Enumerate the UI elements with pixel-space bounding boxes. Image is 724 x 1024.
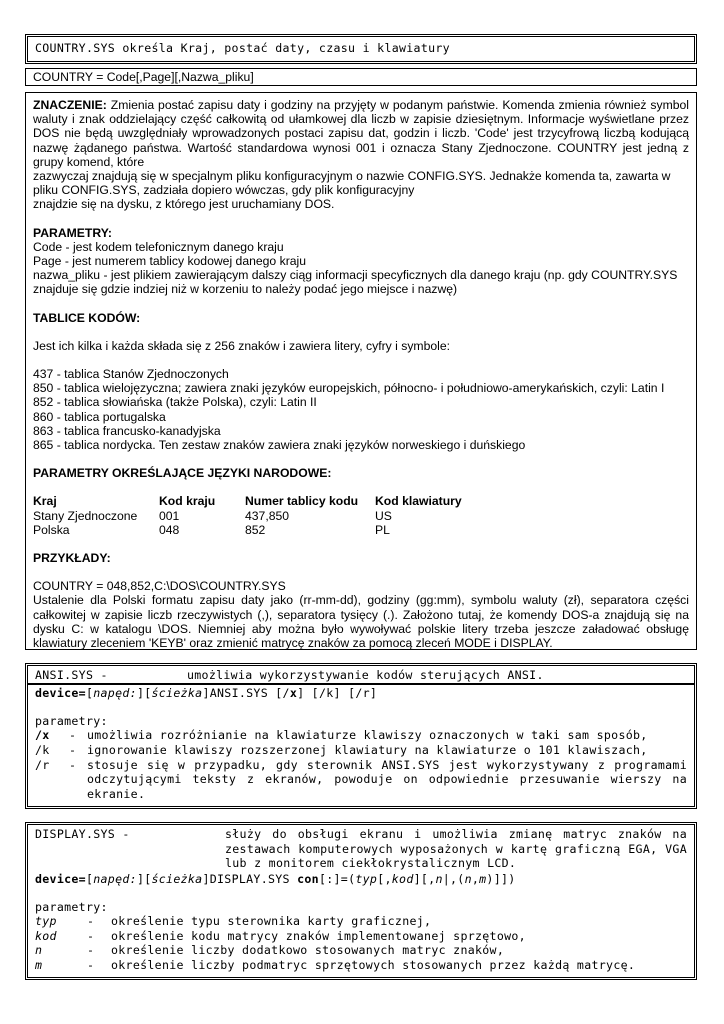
- list-item: [35, 943, 687, 958]
- header-numer-tablicy: Numer tablicy kodu: [245, 494, 359, 509]
- ansi-param-dash: -: [69, 728, 77, 743]
- ansi-param-text: umożliwia rozróżnianie na klawiaturze klawiszy oznaczonych w taki sam sposób,: [87, 728, 648, 743]
- ansi-syntax-naped: napęd:: [93, 686, 137, 700]
- ansi-syntax-x: x: [289, 686, 298, 700]
- param-page: Page - jest numerem tablicy kodowej danego kraju: [33, 254, 307, 269]
- display-syntax-sciezka: ścieżka: [151, 871, 203, 886]
- param-nazwa: nazwa_pliku - jest plikiem zawierającym dalszy ciąg informacji specyficznych dla danego kraju (np. gdy COUNTRY.SYS znajduje się gdzie indziej niż w korzeniu to należy podać jego miejsce i nazwę): [33, 268, 678, 297]
- cell-numer-tablicy: 437,850: [245, 508, 290, 523]
- display-syntax-part: )]]): [486, 871, 516, 886]
- display-param-key: n: [35, 943, 43, 958]
- display-syntax: device=[napęd:][ścieżka]DISPLAY.SYS con[:]=(typ[,kod][,n|,(n,m)]]): [35, 871, 516, 886]
- display-parametry-label: parametry:: [35, 899, 108, 914]
- cell-numer-tablicy: 852: [245, 522, 266, 537]
- list-item: [35, 958, 687, 973]
- display-syntax-naped: napęd:: [93, 871, 137, 886]
- list-item: [35, 728, 687, 743]
- country-body: [25, 92, 697, 650]
- ansi-section: [25, 663, 697, 809]
- display-param-key: typ: [35, 914, 57, 929]
- ansi-param-key: /x: [35, 728, 50, 743]
- country-title: COUNTRY.SYS określa Kraj, postać daty, czasu i klawiatury: [35, 41, 450, 55]
- ansi-param-key: /k: [35, 743, 50, 757]
- country-syntax-box: [25, 68, 697, 86]
- display-syntax-part: [:]=(: [318, 871, 356, 886]
- display-param-key: kod: [35, 928, 57, 943]
- jezyki-heading: PARAMETRY OKREŚLAJĄCE JĘZYKI NARODOWE:: [33, 466, 332, 481]
- country-title-box: [25, 34, 697, 64]
- display-syntax-part: ][,: [413, 871, 436, 886]
- display-param-dash: -: [87, 914, 95, 929]
- display-param-text: określenie typu sterownika karty graficznej,: [111, 914, 432, 929]
- tablica-863: 863 - tablica francusko-kanadyjska: [33, 423, 221, 438]
- header-kraj: Kraj: [33, 494, 57, 509]
- ansi-param-text: stosuje się w przypadku, gdy sterownik ANSI.SYS jest wykorzystywany z programami odczytującymi teksty z ekranów, powoduje on odpowiednie przesuwanie wierszy na ekranie.: [87, 757, 687, 801]
- display-name: DISPLAY.SYS -: [35, 827, 130, 841]
- ansi-name: ANSI.SYS -: [35, 668, 108, 682]
- znaczenie-paragraph: [33, 98, 689, 169]
- display-header: [35, 827, 687, 871]
- cell-kod-kraju: 001: [159, 508, 180, 523]
- table-row: [33, 523, 689, 537]
- display-syntax-part: ,: [471, 871, 480, 886]
- tablica-865: 865 - tablica nordycka. Ten zestaw znaków zawiera znaki języków norweskiego i duńskiego: [33, 438, 526, 453]
- ansi-syntax-mid: ]ANSI.SYS [/: [202, 686, 290, 700]
- display-syntax-kod: kod: [391, 871, 414, 886]
- ansi-param-dash: -: [69, 757, 77, 772]
- tablica-860: 860 - tablica portugalska: [33, 409, 166, 424]
- country-syntax: COUNTRY = Code[,Page][,Nazwa_pliku]: [33, 70, 254, 84]
- przyklad-description: Ustalenie dla Polski formatu zapisu daty jako (rr-mm-dd), godziny (gg:mm), symbolu waluty (zł), separatora części całkowitej w zapisie liczb rzeczywistych (,), separatora tysięcy (.). Założono tutaj, że komendy DOS-a znajdują się na dysku C: w katalogu \DOS. Niemniej aby można było wywoływać polskie litery trzeba jeszcze załadować obsługę klawiatury zleceniem 'KEYB' oraz zmienić matrycę znaków za pomocą zleceń MODE i DISPLAY.: [33, 593, 689, 651]
- tablice-heading: TABLICE KODÓW:: [33, 310, 141, 325]
- display-syntax-part: [,: [377, 871, 392, 886]
- ansi-syntax-device: device=: [35, 686, 86, 700]
- list-item: [35, 929, 687, 944]
- display-syntax-con: con: [297, 871, 319, 886]
- param-code: Code - jest kodem telefonicznym danego kraju: [33, 239, 284, 254]
- cell-kod-klawiatury: PL: [375, 522, 390, 537]
- cell-kod-kraju: 048: [159, 522, 180, 537]
- display-syntax-n2: n: [464, 871, 472, 886]
- languages-table-header: [33, 494, 689, 508]
- ansi-description: umożliwia wykorzystywanie kodów sterujących ANSI.: [187, 668, 544, 682]
- display-description: służy do obsługi ekranu i umożliwia zmianę matryc znaków na zestawach komputerowych wyposażonych w kartę graficzną EGA, VGA lub z monitorem ciekłokrystalicznym LCD.: [225, 827, 687, 871]
- przyklad-command: COUNTRY = 048,852,C:\DOS\COUNTRY.SYS: [33, 579, 286, 594]
- display-param-text: określenie kodu matrycy znaków implementowanej sprzętowo,: [111, 928, 526, 943]
- display-syntax-mid: ]DISPLAY.SYS: [202, 871, 298, 886]
- przyklady-heading: PRZYKŁADY:: [33, 551, 111, 566]
- tablica-850: 850 - tablica wielojęzyczna; zawiera znaki języków europejskich, północno- i południowo-amerykańskich, czyli: Latin I: [33, 381, 665, 396]
- tablica-852: 852 - tablica słowiańska (także Polska), czyli: Latin II: [33, 395, 317, 410]
- cell-kraj: Stany Zjednoczone: [33, 508, 138, 523]
- cell-kod-klawiatury: US: [375, 508, 392, 523]
- ansi-syntax-sciezka: ścieżka: [151, 686, 203, 700]
- tablica-437: 437 - tablica Stanów Zjednoczonych: [33, 367, 229, 382]
- display-syntax-device: device=: [35, 871, 86, 886]
- table-row: [33, 509, 689, 523]
- ansi-param-dash: -: [69, 743, 77, 757]
- parametry-heading: PARAMETRY:: [33, 225, 112, 240]
- display-syntax-m: m: [479, 871, 487, 886]
- display-syntax-n: n: [435, 871, 443, 886]
- znaczenie-label: ZNACZENIE:: [33, 98, 107, 112]
- tablice-intro: Jest ich kilka i każda składa się z 256 znaków i zawiera litery, cyfry i symbole:: [33, 338, 451, 353]
- ansi-syntax: device=[napęd:][ścieżka]ANSI.SYS [/x] [/k] [/r]: [35, 686, 378, 700]
- list-item: [35, 758, 687, 802]
- display-syntax-part: |,(: [442, 871, 465, 886]
- znaczenie-line-3: znajdzie się na dysku, z którego jest uruchamiany DOS.: [33, 197, 335, 212]
- header-kod-kraju: Kod kraju: [159, 494, 216, 509]
- znaczenie-line-2: zazwyczaj znajdują się w specjalnym pliku konfiguracyjnym o nazwie CONFIG.SYS. Jednakże komenda ta, zawarta w pliku CONFIG.SYS, zadziała dopiero wówczas, gdy plik konfiguracyjny: [33, 169, 671, 198]
- ansi-param-key: /r: [35, 757, 50, 772]
- znaczenie-text: Zmienia postać zapisu daty i godziny na przyjęty w podanym państwie. Komenda zmienia również symbol waluty i znak oddzielający część całkowitą od ułamkowej dla liczb w zapisie dziesiętnym. Informacje wyświetlane przez DOS nie będą uwzględniały wprowadzonych postaci zapisu dat, godzin i liczb. 'Code' jest trzycyfrową liczbą kodującą nazwę żądanego państwa. Wartość standardowa wynosi 001 i oznacza Stany Zjednoczone. COUNTRY jest jedną z grupy komend, które: [33, 98, 689, 169]
- list-item: [35, 743, 687, 758]
- display-param-key: m: [35, 957, 43, 972]
- display-param-dash: -: [87, 943, 95, 958]
- ansi-param-text: ignorowanie klawiszy rozszerzonej klawiatury na klawiaturze o 101 klawiszach,: [87, 743, 648, 757]
- header-kod-klawiatury: Kod klawiatury: [375, 494, 462, 509]
- ansi-parametry-label: parametry:: [35, 714, 108, 729]
- ansi-syntax-end: ] [/k] [/r]: [297, 686, 378, 700]
- display-section: [25, 822, 697, 980]
- cell-kraj: Polska: [33, 522, 70, 537]
- display-param-dash: -: [87, 957, 95, 972]
- display-syntax-typ: typ: [355, 871, 378, 886]
- display-param-text: określenie liczby podmatryc sprzętowych stosowanych przez każdą matrycę.: [111, 957, 636, 972]
- display-param-dash: -: [87, 928, 95, 943]
- display-param-text: określenie liczby dodatkowo stosowanych matryc znaków,: [111, 943, 505, 958]
- list-item: [35, 914, 687, 929]
- ansi-header: [28, 668, 694, 685]
